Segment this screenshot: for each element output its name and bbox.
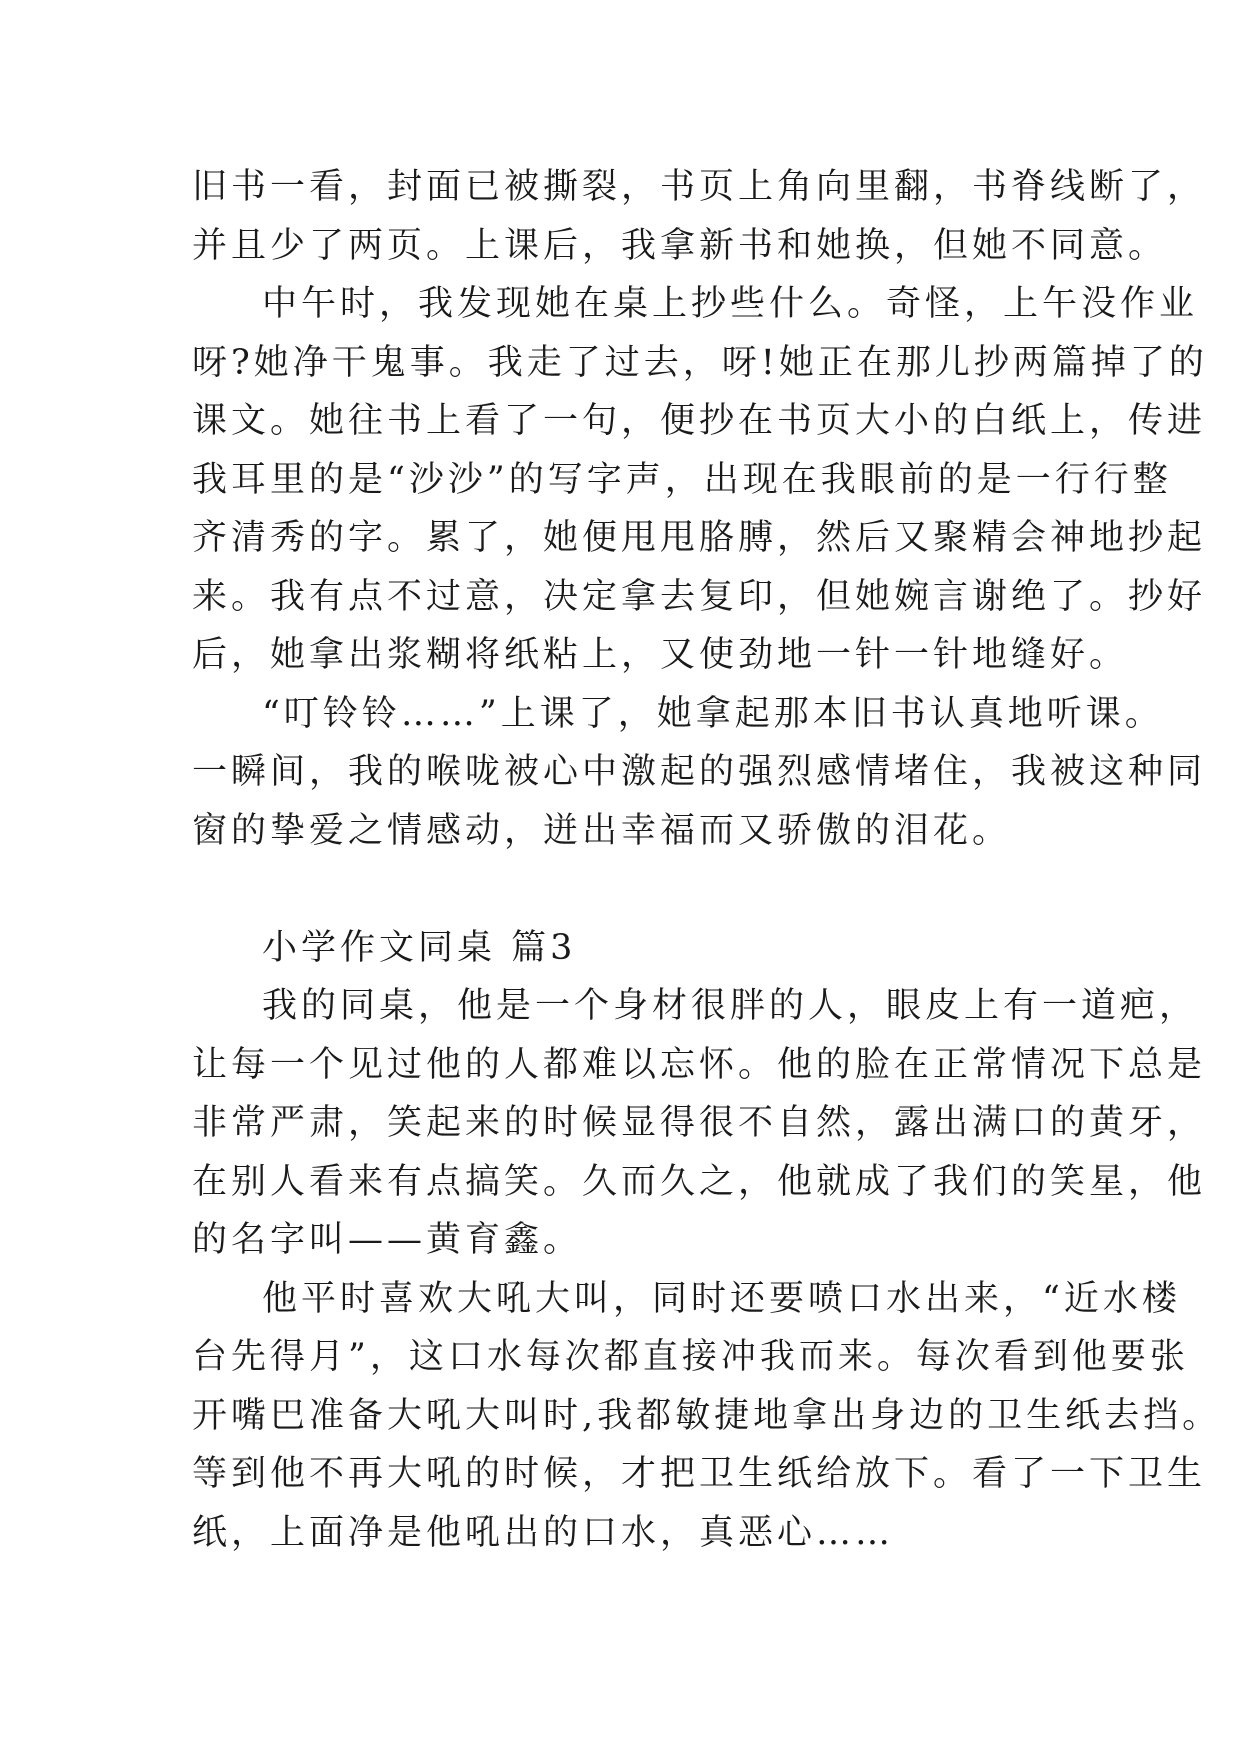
text-line: 让每一个见过他的人都难以忘怀。他的脸在正常情况下总是 [192,1044,1207,1085]
paragraph [192,275,1208,685]
text-line: 开嘴巴准备大吼大叫时,我都敏捷地拿出身边的卫生纸去挡。 [192,1395,1222,1436]
text-line: 旧书一看，封面已被撕裂，书页上角向里翻，书脊线断了， [192,167,1207,207]
section-title: 小学作文同桌 篇3 [262,927,577,968]
text-line: 呀?她净干鬼事。我走了过去，呀!她正在那儿抄两篇掉了的 [192,342,1208,383]
paragraph [192,977,1207,1270]
paragraph-spacer [192,860,1072,919]
document-body [192,158,1222,1562]
text-line: 等到他不再大吼的时候，才把卫生纸给放下。看了一下卫生 [192,1454,1207,1494]
text-line: 来。我有点不过意，决定拿去复印，但她婉言谢绝了。抄好 [192,576,1207,617]
paragraph [192,1270,1222,1563]
text-line: 一瞬间，我的喉咙被心中激起的强烈感情堵住，我被这种同 [192,752,1207,792]
text-line: 课文。她往书上看了一句，便抄在书页大小的白纸上，传进 [192,401,1207,441]
text-line: 窗的挚爱之情感动，迸出幸福而又骄傲的泪花。 [192,810,1012,851]
text-line: 我耳里的是“沙沙”的写字声，出现在我眼前的是一行行整 [192,459,1172,500]
text-line: 齐清秀的字。累了，她便甩甩胳膊，然后又聚精会神地抄起 [192,518,1207,558]
text-line: 纸，上面净是他吼出的口水，真恶心…… [192,1512,895,1553]
paragraph [192,685,1207,861]
text-line: 后，她拿出浆糊将纸粘上，又使劲地一针一针地缝好。 [192,635,1129,675]
text-line: 的名字叫——黄育鑫。 [192,1220,583,1260]
text-line: 非常严肃，笑起来的时候显得很不自然，露出满口的黄牙， [192,1103,1207,1143]
paragraph [192,158,1207,275]
text-line: 我的同桌，他是一个身材很胖的人，眼皮上有一道疤， [262,986,1199,1026]
text-line: 并且少了两页。上课后，我拿新书和她换，但她不同意。 [192,225,1168,266]
text-line: 中午时，我发现她在桌上抄些什么。奇怪，上午没作业 [262,284,1199,324]
text-line: 在别人看来有点搞笑。久而久之，他就成了我们的笑星，他 [192,1161,1207,1202]
text-line: 他平时喜欢大吼大叫，同时还要喷口水出来，“近水楼 [262,1278,1181,1319]
text-line: 台先得月”，这口水每次都直接冲我而来。每次看到他要张 [192,1337,1189,1377]
text-line: “叮铃铃……”上课了，她拿起那本旧书认真地听课。 [262,693,1164,734]
